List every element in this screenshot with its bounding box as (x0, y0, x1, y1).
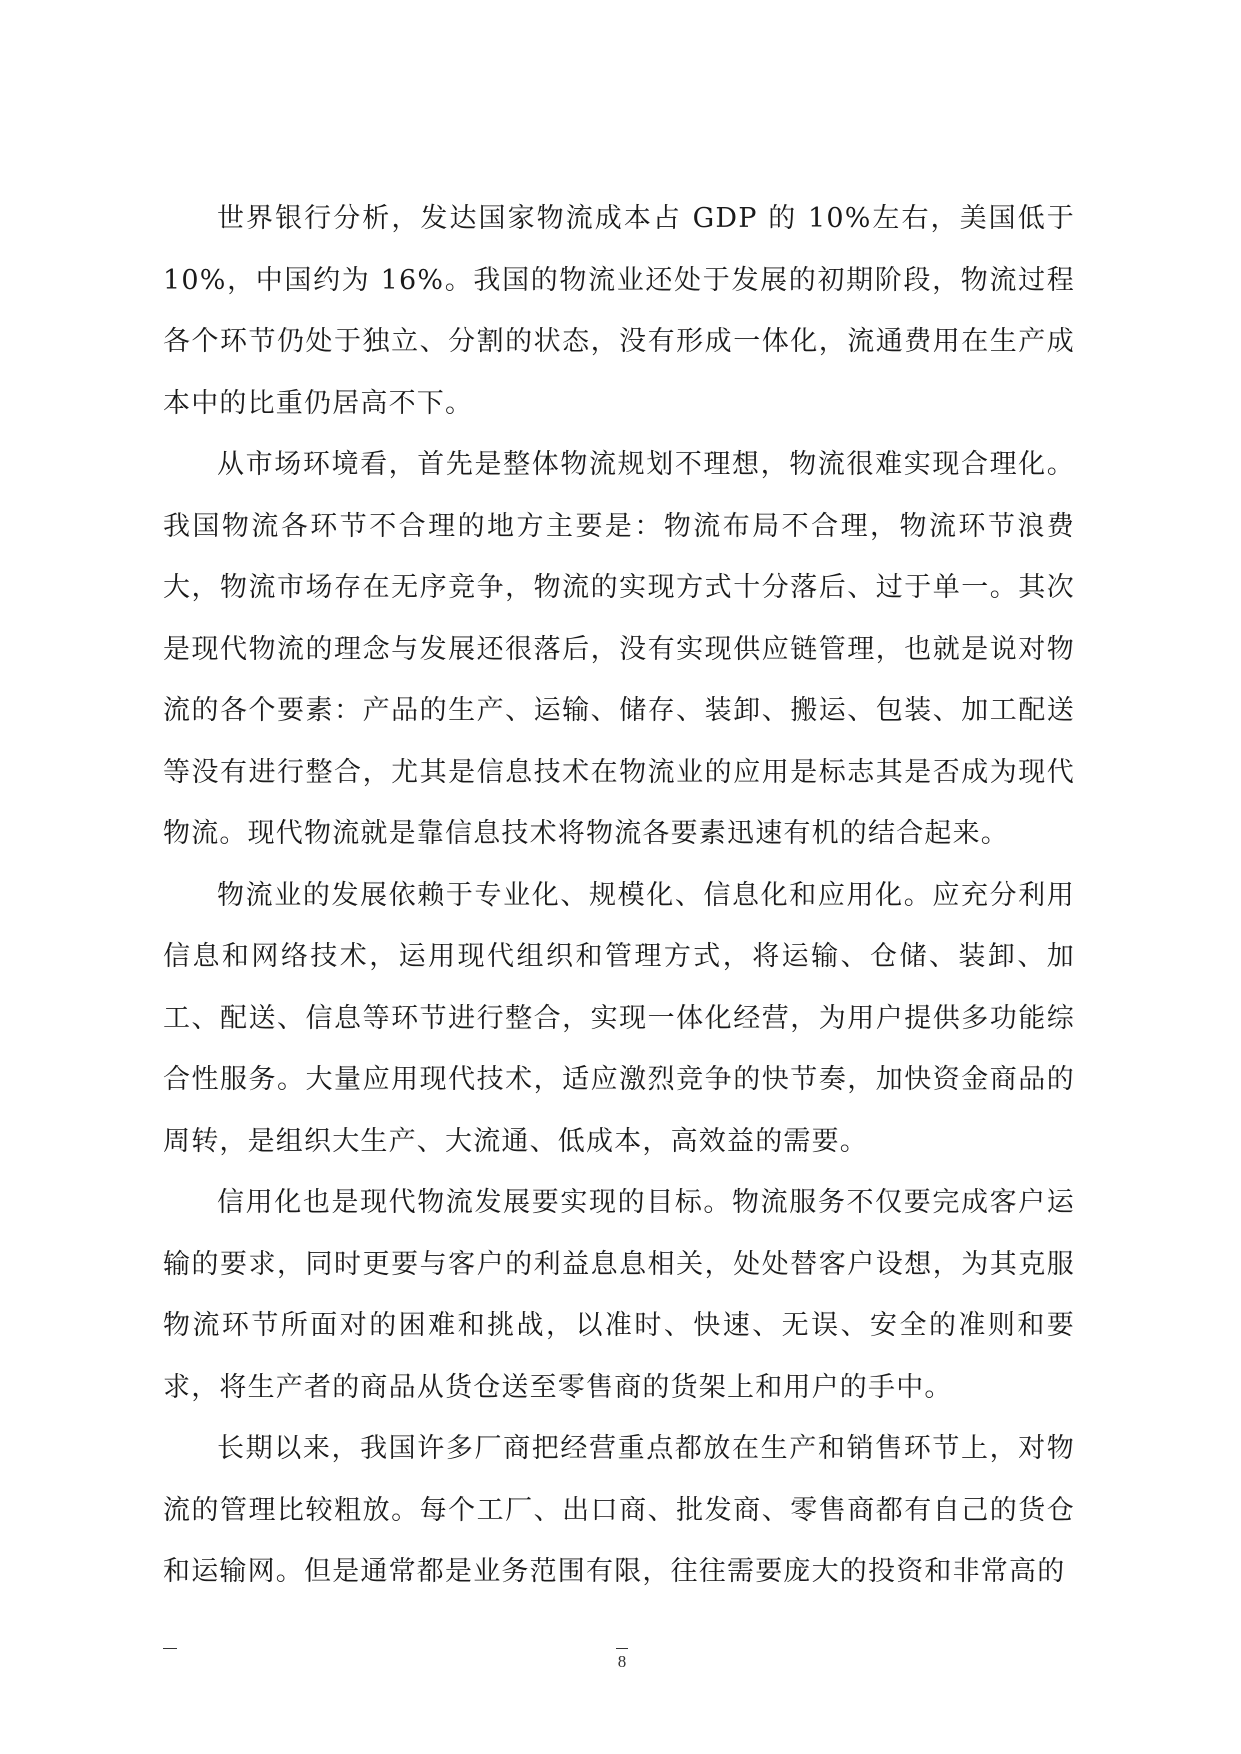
paragraph-credit: 信用化也是现代物流发展要实现的目标。物流服务不仅要完成客户运输的要求，同时更要与客户的利益息息相关，处处替客户设想，为其克服物流环节所面对的困难和挑战，以准时、快速、无误、安全的准则和要求，将生产者的商品从货仓送至零售商的货架上和用户的手中。 (163, 1187, 1075, 1403)
body-text (163, 188, 1075, 1603)
paragraph-market-environment: 从市场环境看，首先是整体物流规划不理想，物流很难实现合理化。我国物流各环节不合理的地方主要是：物流布局不合理，物流环节浪费大，物流市场存在无序竞争，物流的实现方式十分落后、过于单一。其次是现代物流的理念与发展还很落后，没有实现供应链管理，也就是说对物流的各个要素：产品的生产、运输、储存、装卸、搬运、包装、加工配送等没有进行整合，尤其是信息技术在物流业的应用是标志其是否成为现代物流。现代物流就是靠信息技术将物流各要素迅速有机的结合起来。 (163, 449, 1075, 849)
paragraph-logistics-cost: 世界银行分析，发达国家物流成本占 GDP 的 10%左右，美国低于 10%，中国约为 16%。我国的物流业还处于发展的初期阶段，物流过程各个环节仍处于独立、分割的状态，没有形成一体化，流通费用在生产成本中的比重仍居高不下。 (163, 203, 1075, 419)
paragraph-industry-development: 物流业的发展依赖于专业化、规模化、信息化和应用化。应充分利用信息和网络技术，运用现代组织和管理方式，将运输、仓储、装卸、加工、配送、信息等环节进行整合，实现一体化经营，为用户提供多功能综合性服务。大量应用现代技术，适应激烈竞争的快节奏，加快资金商品的周转，是组织大生产、大流通、低成本，高效益的需要。 (163, 879, 1075, 1157)
footer-rule-center (616, 1648, 628, 1649)
page-number: 8 (617, 1652, 627, 1671)
footer-rule-left (163, 1648, 177, 1649)
paragraph-long-term: 长期以来，我国许多厂商把经营重点都放在生产和销售环节上，对物流的管理比较粗放。每个工厂、出口商、批发商、零售商都有自己的货仓和运输网。但是通常都是业务范围有限，往往需要庞大的投资和非常高的 (163, 1433, 1075, 1587)
